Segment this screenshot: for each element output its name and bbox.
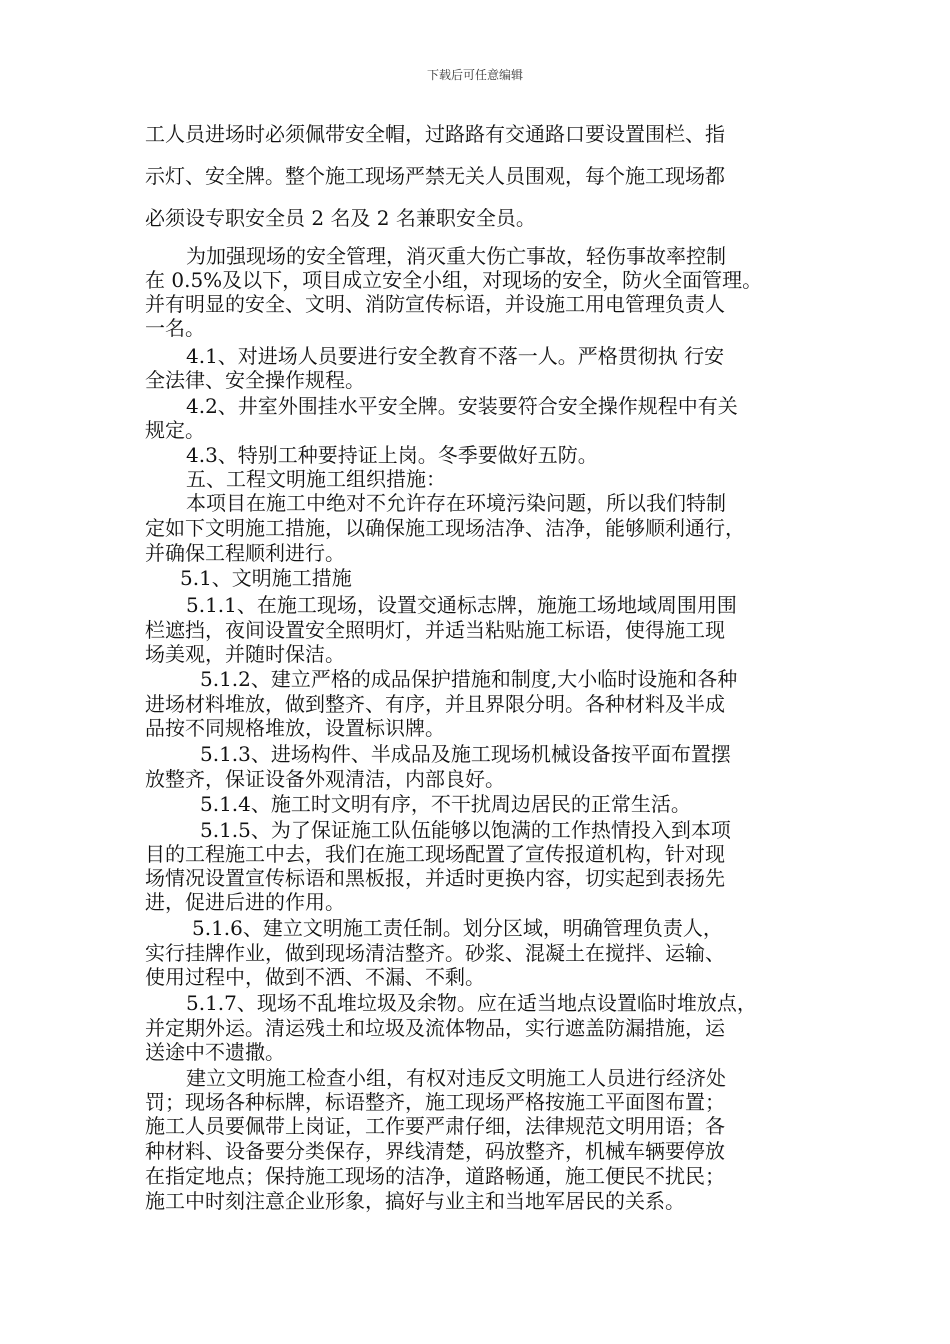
text-line: 送途中不遗撒。 (145, 1040, 285, 1064)
text-line: 5.1.1、在施工现场，设置交通标志牌，施施工场地域周围用围 (186, 593, 737, 617)
subsection-heading: 5.1、文明施工措施 (180, 566, 352, 590)
text-line: 4.1、对进场人员要进行安全教育不落一人。严格贯彻执 行安 (186, 344, 725, 368)
text-line: 施工人员要佩带上岗证，工作要严肃仔细，法律规范文明用语；各 (145, 1114, 725, 1138)
text-line: 5.1.6、建立文明施工责任制。划分区域，明确管理负责人， (192, 916, 723, 940)
text-line: 4.2、井室外围挂水平安全牌。安装要符合安全操作规程中有关 (186, 394, 738, 418)
text-line: 5.1.7、现场不乱堆垃圾及余物。应在适当地点设置临时堆放点， (186, 991, 757, 1015)
page-header: 下载后可任意编辑 (426, 68, 523, 82)
text-line: 在 0.5%及以下，项目成立安全小组，对现场的安全，防火全面管理。 (145, 268, 763, 292)
text-line: 全法律、安全操作规程。 (145, 368, 365, 392)
text-line: 施工中时刻注意企业形象，搞好与业主和当地军居民的关系。 (145, 1189, 685, 1213)
text-line: 场美观，并随时保洁。 (145, 642, 345, 666)
text-line: 5.1.4、施工时文明有序，不干扰周边居民的正常生活。 (200, 792, 691, 816)
section-heading: 五、工程文明施工组织措施： (186, 467, 446, 491)
text-line: 并确保工程顺利进行。 (145, 541, 345, 565)
text-line: 种材料、设备要分类保存，界线清楚，码放整齐，机械车辆要停放 (145, 1139, 725, 1163)
text-line: 规定。 (145, 418, 205, 442)
text-line: 在指定地点；保持施工现场的洁净，道路畅通，施工便民不扰民； (145, 1164, 725, 1188)
text-line: 示灯、安全牌。整个施工现场严禁无关人员围观，每个施工现场都 (145, 164, 725, 188)
text-line: 建立文明施工检查小组，有权对违反文明施工人员进行经济处 (186, 1066, 726, 1090)
text-line: 罚；现场各种标牌，标语整齐，施工现场严格按施工平面图布置； (145, 1090, 725, 1114)
text-line: 场情况设置宣传标语和黑板报，并适时更换内容，切实起到表扬先 (145, 866, 725, 890)
text-line: 4.3、特别工种要持证上岗。冬季要做好五防。 (186, 443, 598, 467)
text-line: 进场材料堆放，做到整齐、有序，并且界限分明。各种材料及半成 (145, 692, 725, 716)
text-line: 进，促进后进的作用。 (145, 890, 345, 914)
text-line: 放整齐，保证设备外观清洁，内部良好。 (145, 767, 505, 791)
text-line: 栏遮挡，夜间设置安全照明灯，并适当粘贴施工标语，使得施工现 (145, 618, 725, 642)
text-line: 5.1.3、进场构件、半成品及施工现场机械设备按平面布置摆 (200, 742, 731, 766)
text-line: 必须设专职安全员 2 名及 2 名兼职安全员。 (145, 206, 536, 230)
text-line: 5.1.2、建立严格的成品保护措施和制度,大小临时设施和各种 (200, 667, 738, 691)
text-line: 工人员进场时必须佩带安全帽，过路路有交通路口要设置围栏、指 (145, 122, 725, 146)
text-line: 使用过程中，做到不洒、不漏、不剩。 (145, 965, 485, 989)
text-line: 实行挂牌作业，做到现场清洁整齐。砂浆、混凝土在搅拌、运输、 (145, 941, 725, 965)
text-line: 5.1.5、为了保证施工队伍能够以饱满的工作热情投入到本项 (200, 818, 731, 842)
text-line: 并有明显的安全、文明、消防宣传标语，并设施工用电管理负责人 (145, 292, 725, 316)
text-line: 品按不同规格堆放，设置标识牌。 (145, 716, 445, 740)
text-line: 为加强现场的安全管理，消灭重大伤亡事故，轻伤事故率控制 (186, 244, 726, 268)
text-line: 本项目在施工中绝对不允许存在环境污染问题，所以我们特制 (186, 491, 726, 515)
text-line: 一名。 (145, 316, 205, 340)
text-line: 定如下文明施工措施，以确保施工现场洁净、洁净，能够顺利通行， (145, 516, 745, 540)
text-line: 并定期外运。清运残土和垃圾及流体物品，实行遮盖防漏措施，运 (145, 1016, 725, 1040)
text-line: 目的工程施工中去，我们在施工现场配置了宣传报道机构，针对现 (145, 842, 725, 866)
